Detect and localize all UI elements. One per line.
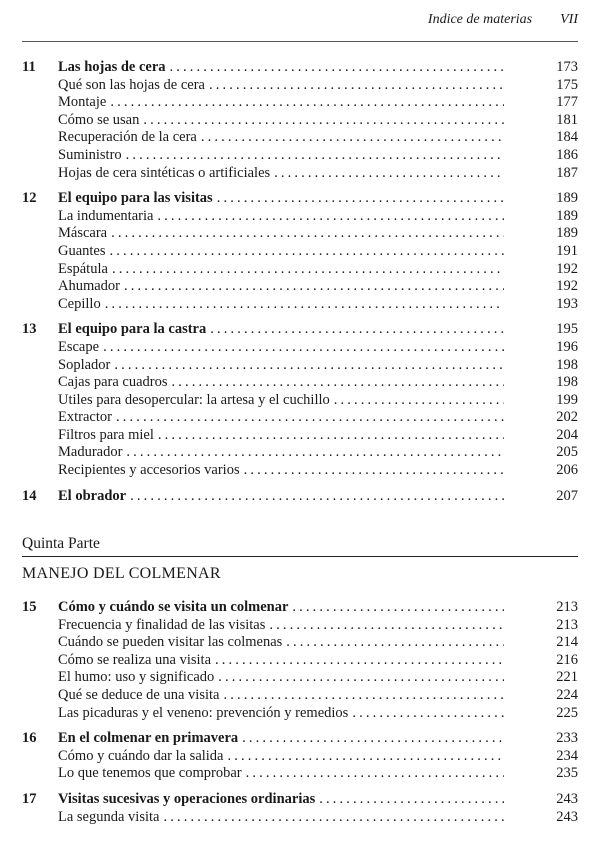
chapter-heading xyxy=(22,59,578,77)
page-number: 184 xyxy=(556,129,578,146)
page-number: 207 xyxy=(556,487,578,504)
dot-leader xyxy=(238,730,504,748)
toc-entry xyxy=(22,243,578,261)
entry-title: Madurador xyxy=(58,444,123,461)
toc-entry xyxy=(22,357,578,375)
chapter-number: 16 xyxy=(22,730,37,747)
toc-entry xyxy=(22,617,578,635)
toc-block-2 xyxy=(22,599,578,834)
page-number: 196 xyxy=(556,338,578,355)
entry-title-wrap xyxy=(58,488,504,506)
chapter-heading xyxy=(22,190,578,208)
page-number: 189 xyxy=(556,225,578,242)
entry-title: El humo: uso y significado xyxy=(58,669,215,686)
dot-leader xyxy=(288,599,504,617)
entry-title-wrap xyxy=(58,243,504,261)
dot-leader xyxy=(330,392,504,410)
entry-title: Recipientes y accesorios varios xyxy=(58,462,240,479)
entry-title-wrap xyxy=(58,427,504,445)
page-number: 243 xyxy=(556,790,578,807)
entry-title-wrap xyxy=(58,278,504,296)
chapter-heading xyxy=(22,599,578,617)
page-number: 173 xyxy=(556,59,578,75)
toc-entry xyxy=(22,409,578,427)
toc-entry xyxy=(22,374,578,392)
entry-title: Lo que tenemos que comprobar xyxy=(58,765,242,782)
entry-title: Cepillo xyxy=(58,295,101,312)
entry-title: El equipo para la castra xyxy=(58,321,207,338)
dot-leader xyxy=(197,129,504,147)
dot-leader xyxy=(315,791,504,809)
chapter-number: 13 xyxy=(22,321,37,338)
dot-leader xyxy=(153,208,504,226)
running-header xyxy=(400,12,578,28)
entry-title-wrap xyxy=(58,809,504,827)
entry-title-wrap xyxy=(58,94,504,112)
toc-entry xyxy=(22,261,578,279)
entry-title: Cómo se usan xyxy=(58,111,140,128)
entry-title-wrap xyxy=(58,687,504,705)
entry-title-wrap xyxy=(58,225,504,243)
entry-title: Espátula xyxy=(58,260,108,277)
chapter-number: 14 xyxy=(22,487,37,504)
dot-leader xyxy=(106,243,504,261)
chapter-11 xyxy=(22,59,578,182)
toc-entry xyxy=(22,165,578,183)
page-number: 214 xyxy=(556,634,578,651)
dot-leader xyxy=(242,765,504,783)
page-number: 175 xyxy=(556,76,578,93)
toc-entry xyxy=(22,278,578,296)
entry-title: La segunda visita xyxy=(58,808,160,825)
entry-title-wrap xyxy=(58,730,504,748)
entry-title-wrap xyxy=(58,669,504,687)
dot-leader xyxy=(99,339,504,357)
page-number: 202 xyxy=(556,409,578,426)
toc-entry xyxy=(22,296,578,314)
dot-leader xyxy=(122,147,504,165)
entry-title-wrap xyxy=(58,296,504,314)
page-number: 193 xyxy=(556,295,578,312)
entry-title: Cómo se realiza una visita xyxy=(58,651,212,668)
part-title: MANEJO DEL COLMENAR xyxy=(22,565,221,582)
page-number: 186 xyxy=(556,146,578,163)
entry-title-wrap xyxy=(58,652,504,670)
toc-entry xyxy=(22,427,578,445)
dot-leader xyxy=(101,296,504,314)
toc-entry xyxy=(22,225,578,243)
entry-title: Soplador xyxy=(58,356,111,373)
page-number: 192 xyxy=(556,278,578,295)
page-number: 205 xyxy=(556,444,578,461)
entry-title-wrap xyxy=(58,112,504,130)
page-number: 181 xyxy=(556,111,578,128)
toc-entry xyxy=(22,705,578,723)
dot-leader xyxy=(126,488,504,506)
entry-title-wrap xyxy=(58,208,504,226)
page-number: 198 xyxy=(556,356,578,373)
dot-leader xyxy=(120,278,504,296)
toc-entry xyxy=(22,112,578,130)
entry-title-wrap xyxy=(58,765,504,783)
dot-leader xyxy=(154,427,504,445)
entry-title: En el colmenar en primavera xyxy=(58,730,239,747)
entry-title-wrap xyxy=(58,634,504,652)
header-section: Indice de materias xyxy=(427,12,533,27)
page-number: 195 xyxy=(556,321,578,338)
dot-leader xyxy=(108,261,504,279)
toc-entry xyxy=(22,339,578,357)
page-number: 221 xyxy=(556,669,578,686)
page-number: 191 xyxy=(556,242,578,259)
chapter-15 xyxy=(22,599,578,722)
page-number: 234 xyxy=(556,747,578,764)
dot-leader xyxy=(214,669,504,687)
entry-title-wrap xyxy=(58,791,504,809)
page-number: 199 xyxy=(556,391,578,408)
entry-title: Qué se deduce de una visita xyxy=(58,686,220,703)
toc-entry xyxy=(22,809,578,827)
entry-title-wrap xyxy=(58,261,504,279)
dot-leader xyxy=(106,94,504,112)
toc-entry xyxy=(22,77,578,95)
page-number: 192 xyxy=(556,260,578,277)
page-number: 243 xyxy=(556,808,578,825)
entry-title-wrap xyxy=(58,617,504,635)
dot-leader xyxy=(205,77,504,95)
entry-title-wrap xyxy=(58,462,504,480)
entry-title-wrap xyxy=(58,59,504,77)
chapter-number: 11 xyxy=(22,59,36,75)
header-rule xyxy=(22,41,578,42)
dot-leader xyxy=(112,409,504,427)
entry-title: Qué son las hojas de cera xyxy=(58,76,205,93)
toc-entry xyxy=(22,94,578,112)
entry-title-wrap xyxy=(58,392,504,410)
chapter-number: 15 xyxy=(22,599,37,615)
entry-title: Extractor xyxy=(58,409,112,426)
entry-title: Filtros para miel xyxy=(58,426,154,443)
toc-entry xyxy=(22,687,578,705)
chapter-13 xyxy=(22,321,578,479)
entry-title: Escape xyxy=(58,338,100,355)
page-number: 189 xyxy=(556,190,578,207)
toc-block-1 xyxy=(22,59,578,513)
entry-title-wrap xyxy=(58,147,504,165)
dot-leader xyxy=(211,652,504,670)
entry-title-wrap xyxy=(58,77,504,95)
page-number: 225 xyxy=(556,704,578,721)
entry-title: Recuperación de la cera xyxy=(58,129,197,146)
page-number: 189 xyxy=(556,207,578,224)
entry-title-wrap xyxy=(58,705,504,723)
toc-entry xyxy=(22,147,578,165)
page-number: 213 xyxy=(556,616,578,633)
chapter-16 xyxy=(22,730,578,783)
page-number: 198 xyxy=(556,374,578,391)
entry-title-wrap xyxy=(58,357,504,375)
entry-title: Utiles para desopercular: la artesa y el cuchillo xyxy=(58,391,330,408)
dot-leader xyxy=(270,165,504,183)
page-number: 216 xyxy=(556,651,578,668)
dot-leader xyxy=(265,617,504,635)
entry-title: Cajas para cuadros xyxy=(58,374,168,391)
toc-entry xyxy=(22,462,578,480)
entry-title-wrap xyxy=(58,748,504,766)
page-number: 187 xyxy=(556,164,578,181)
toc-entry xyxy=(22,765,578,783)
dot-leader xyxy=(213,190,504,208)
dot-leader xyxy=(110,357,504,375)
chapter-heading xyxy=(22,488,578,506)
chapter-heading xyxy=(22,730,578,748)
toc-entry xyxy=(22,634,578,652)
entry-title: Frecuencia y finalidad de las visitas xyxy=(58,616,266,633)
chapter-number: 17 xyxy=(22,790,37,807)
dot-leader xyxy=(159,809,504,827)
entry-title: La indumentaria xyxy=(58,207,154,224)
dot-leader xyxy=(348,705,504,723)
dot-leader xyxy=(206,321,504,339)
entry-title-wrap xyxy=(58,409,504,427)
dot-leader xyxy=(240,462,504,480)
entry-title: Cómo y cuándo se visita un colmenar xyxy=(58,599,289,615)
entry-title-wrap xyxy=(58,321,504,339)
entry-title: Montaje xyxy=(58,94,107,111)
toc-entry xyxy=(22,392,578,410)
dot-leader xyxy=(224,748,505,766)
entry-title-wrap xyxy=(58,165,504,183)
chapter-14 xyxy=(22,488,578,506)
page-number: 206 xyxy=(556,462,578,479)
dot-leader xyxy=(166,59,504,77)
entry-title: Cómo y cuándo dar la salida xyxy=(58,747,224,764)
entry-title-wrap xyxy=(58,190,504,208)
toc-entry xyxy=(22,748,578,766)
toc-entry xyxy=(22,652,578,670)
page-number: 233 xyxy=(556,730,578,747)
part-label: Quinta Parte xyxy=(22,535,100,552)
dot-leader xyxy=(168,374,504,392)
toc-entry xyxy=(22,208,578,226)
dot-leader xyxy=(139,112,504,130)
chapter-heading xyxy=(22,321,578,339)
entry-title-wrap xyxy=(58,129,504,147)
page-number: 204 xyxy=(556,426,578,443)
dot-leader xyxy=(122,444,504,462)
entry-title-wrap xyxy=(58,374,504,392)
entry-title: El equipo para las visitas xyxy=(58,190,213,207)
toc-entry xyxy=(22,444,578,462)
header-page-number: VII xyxy=(560,12,578,27)
entry-title-wrap xyxy=(58,599,504,617)
toc-entry xyxy=(22,129,578,147)
dot-leader xyxy=(282,634,504,652)
entry-title: Cuándo se pueden visitar las colmenas xyxy=(58,634,283,651)
entry-title: Suministro xyxy=(58,146,122,163)
part-rule xyxy=(22,556,578,557)
chapter-12 xyxy=(22,190,578,313)
dot-leader xyxy=(107,225,504,243)
entry-title: Guantes xyxy=(58,242,106,259)
dot-leader xyxy=(219,687,504,705)
entry-title-wrap xyxy=(58,339,504,357)
toc-entry xyxy=(22,669,578,687)
chapter-heading xyxy=(22,791,578,809)
page-number: 224 xyxy=(556,686,578,703)
chapter-number: 12 xyxy=(22,190,37,207)
page-number: 177 xyxy=(556,94,578,111)
page-number: 235 xyxy=(556,765,578,782)
entry-title: Las picaduras y el veneno: prevención y remedios xyxy=(58,704,349,721)
entry-title: Las hojas de cera xyxy=(58,59,166,75)
entry-title: Hojas de cera sintéticas o artificiales xyxy=(58,164,271,181)
page-number: 213 xyxy=(556,599,578,615)
chapter-17 xyxy=(22,791,578,826)
entry-title: Visitas sucesivas y operaciones ordinarias xyxy=(58,790,316,807)
entry-title-wrap xyxy=(58,444,504,462)
entry-title: Ahumador xyxy=(58,278,121,295)
entry-title: Máscara xyxy=(58,225,108,242)
entry-title: El obrador xyxy=(58,487,127,504)
